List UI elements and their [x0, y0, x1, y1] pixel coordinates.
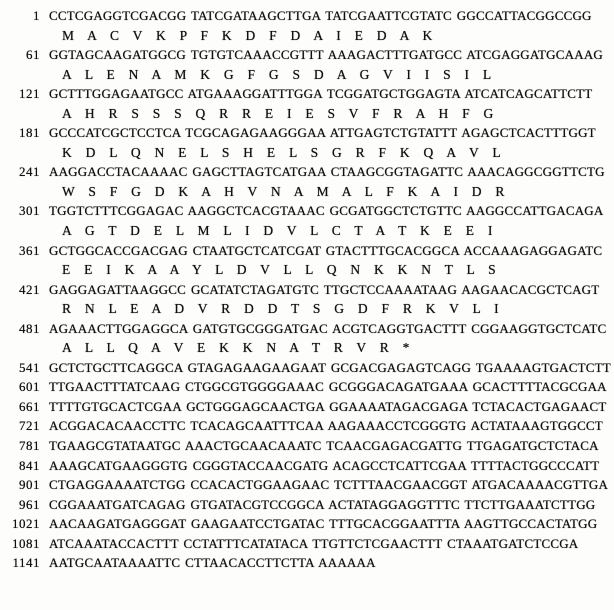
nucleotide-sequence: TGGTCTTTCGGAGAC AAGGCTCACGTAAAC GCGATGGCTCTGTTC AAGGCCATTGACAGA: [49, 203, 604, 219]
sequence-row: [4, 84, 614, 104]
amino-acid-translation: A L L Q A V E K K N A T R V R *: [62, 340, 413, 356]
sequence-row: [4, 553, 614, 573]
translation-row: [4, 143, 614, 163]
position-number: 481: [19, 320, 40, 336]
nucleotide-sequence: GCTTTGGAGAATGCC ATGAAAGGATTTGGA TCGGATGCTGGAGTA ATCATCAGCATTCTT: [49, 86, 593, 102]
nucleotide-sequence: GCCCATCGCTCCTCA TCGCAGAGAAGGGAA ATTGAGTCTGTATTT AGAGCTCACTTTGGT: [49, 125, 596, 141]
sequence-row: [4, 534, 614, 554]
nucleotide-sequence: CTGAGGAAAATCTGG CCACACTGGAAGAAC TCTTTAACGAACGGT ATGACAAAACGTTGA: [49, 477, 609, 493]
sequence-line-group: [4, 377, 614, 397]
sequence-line-group: [4, 241, 614, 280]
sequence-line-group: [4, 45, 614, 84]
translation-row: [4, 260, 614, 280]
position-number: 601: [19, 379, 40, 395]
sequence-row: [4, 377, 614, 397]
nucleotide-sequence: AGAAACTTGGAGGCA GATGTGCGGGATGAC ACGTCAGGTGACTTT CGGAAGGTGCTCATC: [49, 320, 607, 336]
nucleotide-sequence: ATCAAATACCACTTT CCTATTTCATATACA TTGTTCTCGAACTTT CTAAATGATCTCCGA: [49, 535, 579, 551]
sequence-line-group: [4, 162, 614, 201]
translation-row: [4, 221, 614, 241]
position-number: 181: [19, 125, 40, 141]
position-number: 1021: [12, 516, 40, 532]
position-number: 301: [19, 203, 40, 219]
nucleotide-sequence: GCTGGCACCGACGAG CTAATGCTCATCGAT GTACTTTGCACGGCA ACCAAAGAGGAGATC: [49, 242, 603, 258]
sequence-line-group: [4, 534, 614, 554]
amino-acid-translation: A H R S S S Q R R E I E S V F R A H F G: [62, 105, 497, 121]
sequence-line-group: [4, 456, 614, 476]
sequence-row: [4, 201, 614, 221]
sequence-row: [4, 123, 614, 143]
sequence-line-group: [4, 436, 614, 456]
position-number: 1: [33, 8, 40, 23]
amino-acid-translation: A L E N A M K G F G S D A G V I I S I L: [62, 66, 495, 82]
position-number: 1081: [12, 535, 40, 551]
sequence-line-group: [4, 416, 614, 436]
position-number: 61: [26, 47, 40, 63]
sequence-line-group: [4, 123, 614, 162]
sequence-row: [4, 495, 614, 515]
amino-acid-translation: K D L Q N E L S H E L S G R F K Q A V L: [62, 144, 504, 160]
sequence-row: [4, 397, 614, 417]
nucleotide-sequence: CGGAAATGATCAGAG GTGATACGTCCGGCA ACTATAGGAGGTTTC TTCTTGAAATCTTGG: [49, 496, 596, 512]
sequence-line-group: [4, 358, 614, 378]
translation-row: [4, 104, 614, 124]
nucleotide-sequence: TTGAACTTTATCAAG CTGGCGTGGGGAAAC GCGGGACAGATGAAA GCACTTTTACGCGAA: [49, 379, 607, 395]
position-number: 421: [19, 281, 40, 297]
sequence-line-group: [4, 514, 614, 534]
sequence-line-group: [4, 495, 614, 515]
amino-acid-translation: E E I K A A Y L D V L L Q N K K N T L S: [62, 262, 499, 278]
nucleotide-sequence: AAAGCATGAAGGGTG CGGGTACCAACGATG ACAGCCTCATTCGAA TTTTACTGGCCCATT: [49, 457, 600, 473]
nucleotide-sequence: AATGCAATAAAATTC CTTAACACCTTCTTA AAAAAA: [49, 555, 376, 571]
sequence-row: [4, 280, 614, 300]
nucleotide-sequence: TGAAGCGTATAATGC AAACTGCAACAAATC TCAACGAGACGATTG TTGAGATGCTCTACA: [49, 438, 599, 454]
sequence-row: [4, 475, 614, 495]
sequence-row: [4, 162, 614, 182]
sequence-row: [4, 416, 614, 436]
position-number: 121: [19, 86, 40, 102]
sequence-line-group: [4, 6, 614, 45]
position-number: 661: [19, 398, 40, 414]
sequence-row: [4, 514, 614, 534]
sequence-row: [4, 456, 614, 476]
position-number: 1141: [12, 555, 40, 571]
sequence-row: [4, 358, 614, 378]
nucleotide-sequence: TTTTGTGCACTCGAA GCTGGGAGCAACTGA GGAAAATAGACGAGA TCTACACTGAGAACT: [49, 398, 607, 414]
nucleotide-sequence: CCTCGAGGTCGACGG TATCGATAAGCTTGA TATCGAATTCGTATC GGCCATTACGGCCGG: [49, 8, 592, 23]
sequence-line-group: [4, 475, 614, 495]
sequence-row: [4, 45, 614, 65]
sequence-row: [4, 436, 614, 456]
amino-acid-translation: M A C V K P F K D F D A I E D A K: [62, 27, 436, 43]
translation-row: [4, 65, 614, 85]
nucleotide-sequence: ACGGACACAACCTTC TCACAGCAATTTCAA AAGAAACCTCGGGTG ACTATAAAGTGGCCT: [49, 418, 603, 434]
amino-acid-translation: W S F G D K A H V N A M A L F K A I D R: [62, 183, 508, 199]
translation-row: [4, 338, 614, 358]
sequence-line-group: [4, 201, 614, 240]
translation-row: [4, 26, 614, 46]
amino-acid-translation: A G T D E L M L I D V L C T A T K E E I: [62, 223, 496, 239]
position-number: 901: [19, 477, 40, 493]
nucleotide-sequence: AAGGACCTACAAAAC GAGCTTAGTCATGAA CTAAGCGGTAGATTC AAACAGGCGGTTCTG: [49, 164, 605, 180]
translation-row: [4, 299, 614, 319]
amino-acid-translation: R N L E A D V R D D T S G D F R K V L I: [62, 301, 502, 317]
position-number: 541: [19, 359, 40, 375]
sequence-row: [4, 6, 614, 26]
position-number: 361: [19, 242, 40, 258]
position-number: 841: [19, 457, 40, 473]
nucleotide-sequence: AACAAGATGAGGGAT GAAGAATCCTGATAC TTTGCACGGAATTTA AAGTTGCCACTATGG: [49, 516, 598, 532]
nucleotide-sequence: GGTAGCAAGATGGCG TGTGTCAAACCGTTT AAAGACTTTGATGCC ATCGAGGATGCAAAG: [49, 47, 603, 63]
position-number: 721: [19, 418, 40, 434]
position-number: 961: [19, 496, 40, 512]
sequence-line-group: [4, 319, 614, 358]
nucleotide-sequence: GCTCTGCTTCAGGCA GTAGAGAAGAAGAAT GCGACGAGAGTCAGG TGAAAAGTGACTCTT: [49, 359, 611, 375]
nucleotide-sequence: GAGGAGATTAAGGCC GCATATCTAGATGTC TTGCTCCAAAATAAG AAGAACACGCTCAGT: [49, 281, 600, 297]
sequence-row: [4, 319, 614, 339]
position-number: 781: [19, 438, 40, 454]
sequence-line-group: [4, 397, 614, 417]
sequence-line-group: [4, 280, 614, 319]
position-number: 241: [19, 164, 40, 180]
translation-row: [4, 182, 614, 202]
sequence-line-group: [4, 553, 614, 573]
sequence-row: [4, 241, 614, 261]
sequence-line-group: [4, 84, 614, 123]
